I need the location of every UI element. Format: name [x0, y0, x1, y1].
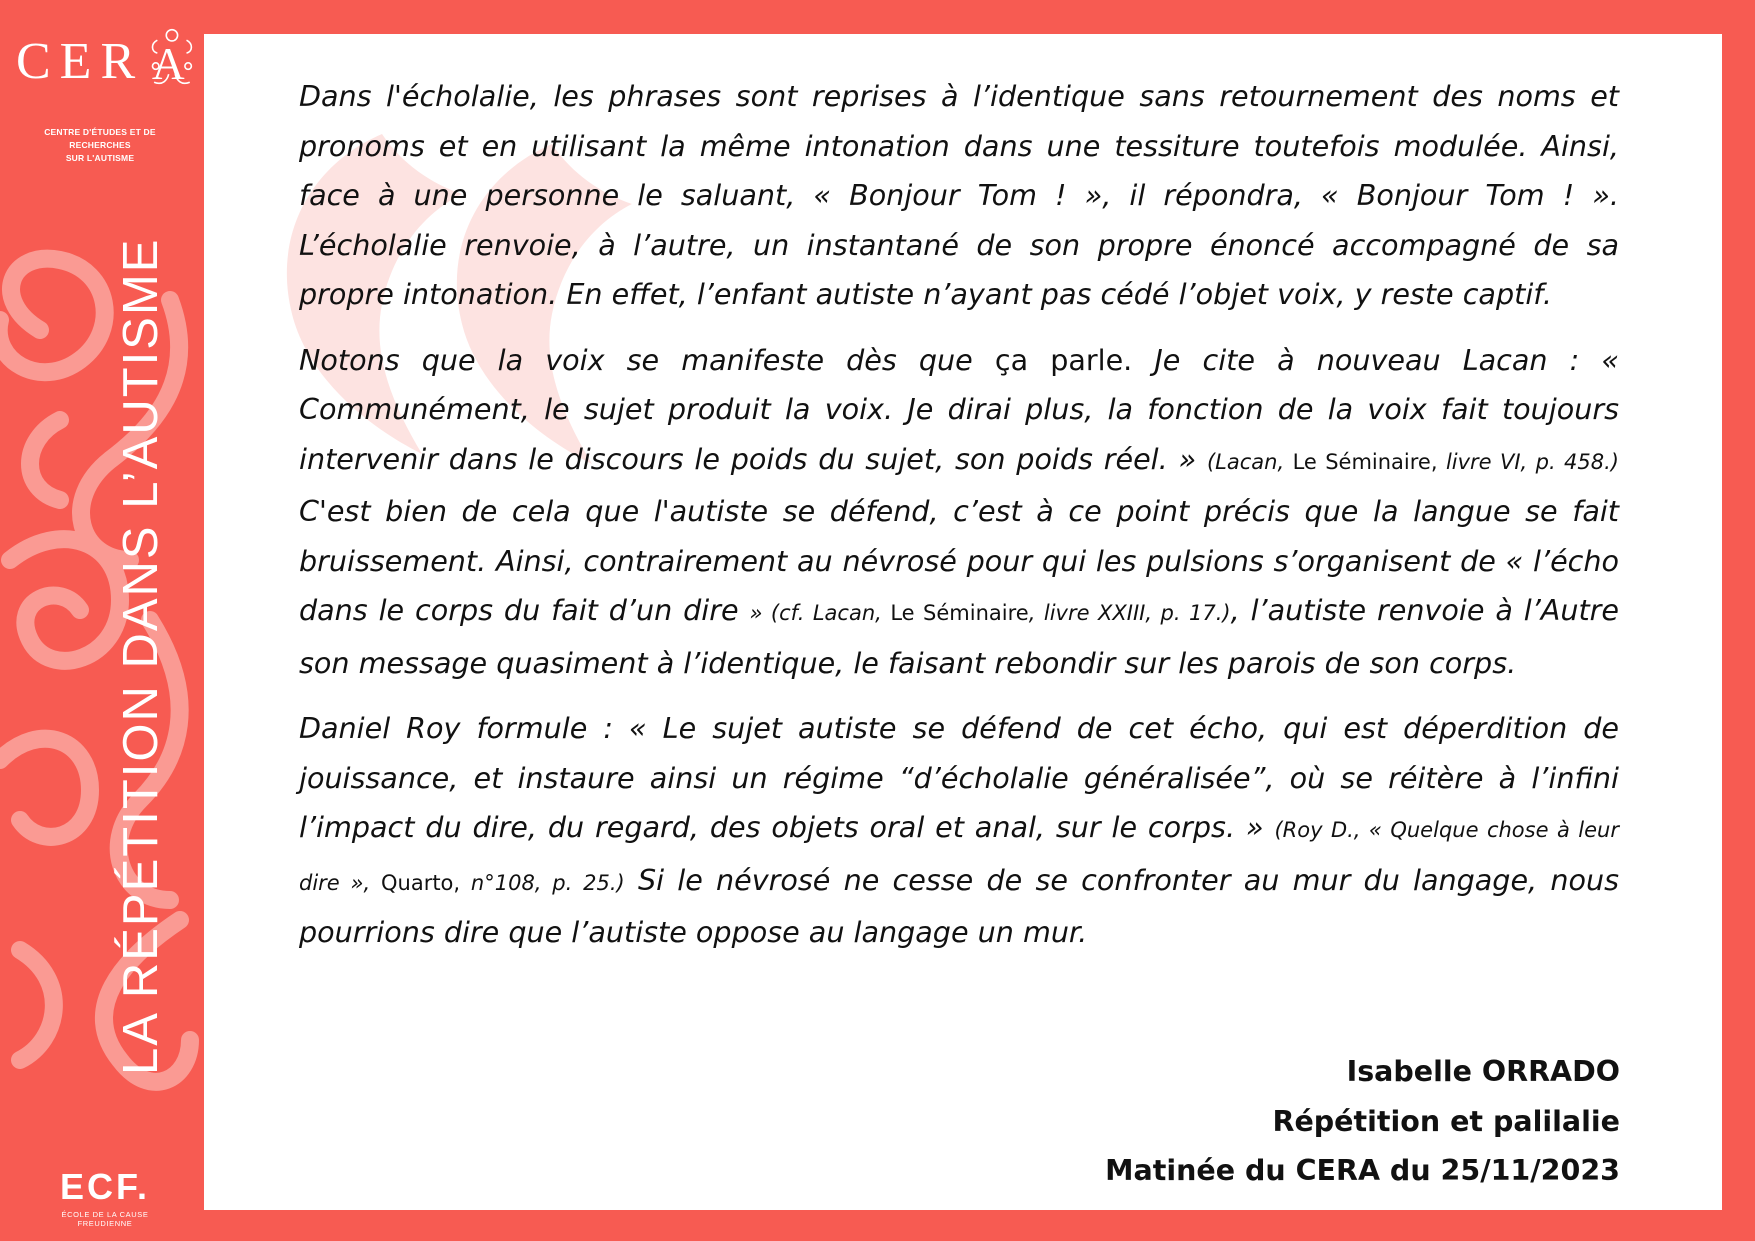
svg-text:A: A: [152, 39, 193, 90]
talk-title: Répétition et palilalie: [1272, 1104, 1620, 1138]
cera-logo-letters: CER: [16, 33, 145, 90]
cera-logo: [16, 22, 198, 165]
cera-logo-subtitle-line2: SUR L'AUTISME: [65, 153, 135, 163]
reference-lacan-xxiii-page: , livre XXIII, p. 17.): [1028, 601, 1231, 625]
paragraph-2-text-d: C'est bien de cela que l'autiste se défend, c’est à ce point précis que la langue se fait bruissement. Ainsi, contrairement au névrosé pour qui les pulsions s’organisent de « l’écho dans le corps du fait d’un dire: [299, 494, 1619, 627]
reference-lacan-vi-page: livre VI, p. 458.): [1445, 449, 1619, 474]
reference-lacan-xxiii-author: » (cf. Lacan,: [749, 601, 882, 625]
quote-body: [299, 72, 1619, 974]
paragraph-1: Dans l'écholalie, les phrases sont reprises à l’identique sans retournement des noms et pronoms et en utilisant la même intonation dans une tessiture toutefois modulée. Ainsi, face à une personne le saluant, « Bonjour Tom ! », il répondra, « Bonjour Tom ! ». L’écholalie renvoie, à l’autre, un instantané de son propre énoncé accompagné de sa propre intonation. En effet, l’enfant autiste n’ayant pas cédé l’objet voix, y reste captif.: [299, 79, 1619, 311]
reference-lacan-vi: [1207, 450, 1619, 474]
paragraph-2-text-a: Notons que la voix se manifeste dès que: [299, 342, 973, 377]
reference-lacan-xxiii-title: Le Séminaire: [890, 601, 1029, 625]
reference-lacan-xxiii: [749, 601, 1230, 625]
quote-card: [204, 34, 1722, 1210]
author-name: Isabelle ORRADO: [1346, 1055, 1620, 1088]
reference-lacan-vi-author: (Lacan,: [1206, 449, 1285, 474]
sidebar: [0, 0, 204, 1241]
vertical-title: LA RÉPÉTITION DANS L’AUTISME: [114, 237, 168, 1075]
ecf-logo: [40, 1168, 170, 1228]
paragraph-2-text-b: ça parle.: [994, 342, 1133, 377]
paragraph-2-text-c: Je cite à nouveau Lacan : « Communément, le sujet produit la voix. Je dirai plus, la fonction de la voix fait toujours intervenir dans le discours le poids du sujet, son poids réel. »: [299, 342, 1620, 476]
reference-lacan-vi-title: Le Séminaire,: [1292, 449, 1438, 474]
ornamental-a-icon: [146, 18, 198, 98]
paragraph-2-text-e: , l’autiste renvoie à l’Autre son message quasiment à l’identique, le faisant rebondir sur les parois de son corps.: [299, 593, 1620, 680]
decorative-flourish: [0, 0, 204, 1241]
paragraph-3-text-a: Daniel Roy formule : « Le sujet autiste se défend de cet écho, qui est déperdition de jouissance, et instaure ainsi un régime “d’écholalie généralisée”, où se réitère à l’infini l’impact du dire, du regard, des objets oral et anal, sur le corps. »: [299, 711, 1619, 844]
cera-logo-subtitle: [16, 126, 184, 165]
reference-roy-journal: Quarto,: [380, 870, 461, 895]
ecf-logo-mark: ECF.: [59, 1166, 150, 1207]
reference-roy-author: (Roy D., « Quelque chose à leur dire »,: [299, 818, 1619, 895]
cera-logo-subtitle-line1: CENTRE D'ÉTUDES ET DE RECHERCHES: [44, 127, 156, 150]
ecf-logo-subtitle: ÉCOLE DE LA CAUSE FREUDIENNE: [61, 1210, 149, 1228]
reference-roy-page: n°108, p. 25.): [470, 870, 625, 895]
event-name: Matinée du CERA du 25/11/2023: [1105, 1154, 1620, 1187]
paragraph-3: [299, 704, 1619, 958]
paragraph-2: [299, 336, 1619, 689]
signature-block: [1105, 1047, 1620, 1196]
paragraph-3-text-b: Si le névrosé ne cesse de se confronter au mur du langage, nous pourrions dire que l’autiste oppose au langage un mur.: [299, 862, 1619, 949]
